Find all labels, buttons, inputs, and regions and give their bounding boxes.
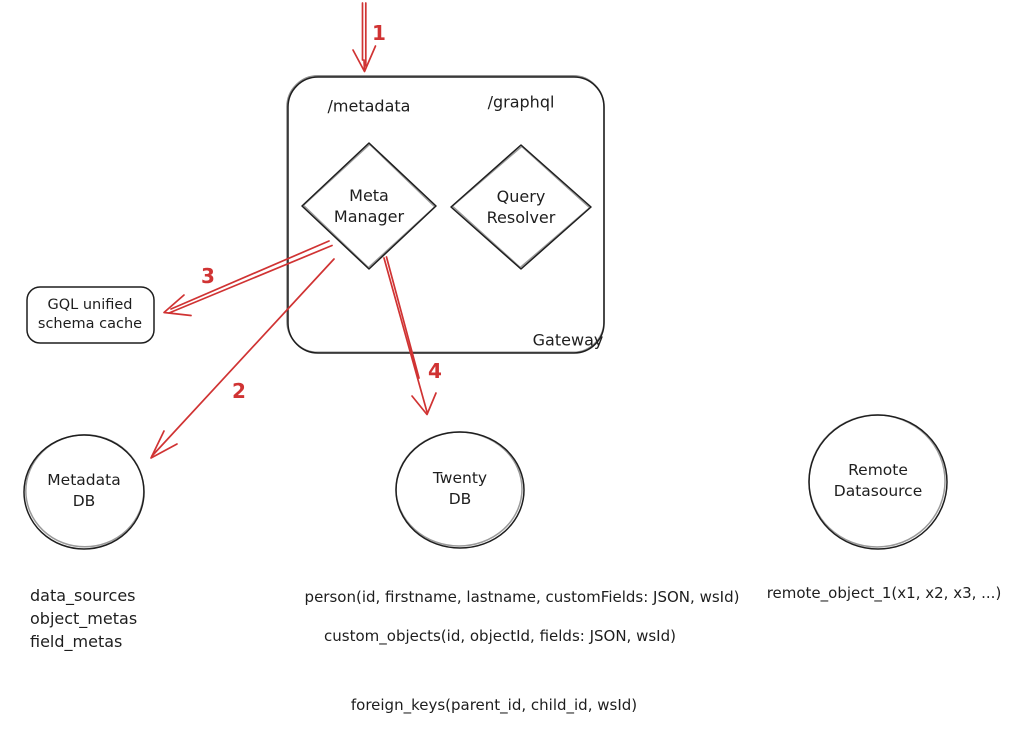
metadata-db-table-item: object_metas	[30, 609, 138, 628]
gateway-label: Gateway	[532, 330, 604, 350]
foreign-keys-table-note: foreign_keys(parent_id, child_id, wsId)	[350, 696, 638, 714]
endpoint-graphql-label: /graphql	[487, 92, 555, 112]
custom-objects-table-note: custom_objects(id, objectId, fields: JSON, wsId)	[324, 627, 676, 645]
flow-arrow-2	[152, 259, 334, 456]
flow-step-3-label: 3	[201, 264, 215, 288]
remote-datasource-label: Remote Datasource	[833, 461, 923, 500]
metadata-db-label: Metadata DB	[47, 471, 121, 510]
flow-arrow-1	[363, 3, 366, 71]
twenty-db-label: Twenty DB	[432, 469, 488, 508]
flow-arrow-3	[169, 241, 332, 313]
schema-cache-label: GQL unified schema cache	[37, 297, 143, 332]
metadata-db-table-item: data_sources	[30, 586, 136, 605]
flow-arrow-4	[384, 257, 427, 412]
flow-step-2-label: 2	[232, 379, 246, 403]
query-resolver-label: Query Resolver	[486, 187, 556, 227]
metadata-db-table-item: field_metas	[30, 632, 123, 651]
flow-step-4-label: 4	[428, 359, 442, 383]
metadata-db-tables-list	[30, 584, 137, 653]
remote-object-table-note: remote_object_1(x1, x2, x3, ...)	[766, 584, 1002, 602]
flow-step-1-label: 1	[372, 21, 386, 45]
endpoint-metadata-label: /metadata	[327, 96, 411, 116]
meta-manager-label: Meta Manager	[333, 186, 405, 226]
person-table-note: person(id, firstname, lastname, customFields: JSON, wsId)	[304, 588, 740, 606]
